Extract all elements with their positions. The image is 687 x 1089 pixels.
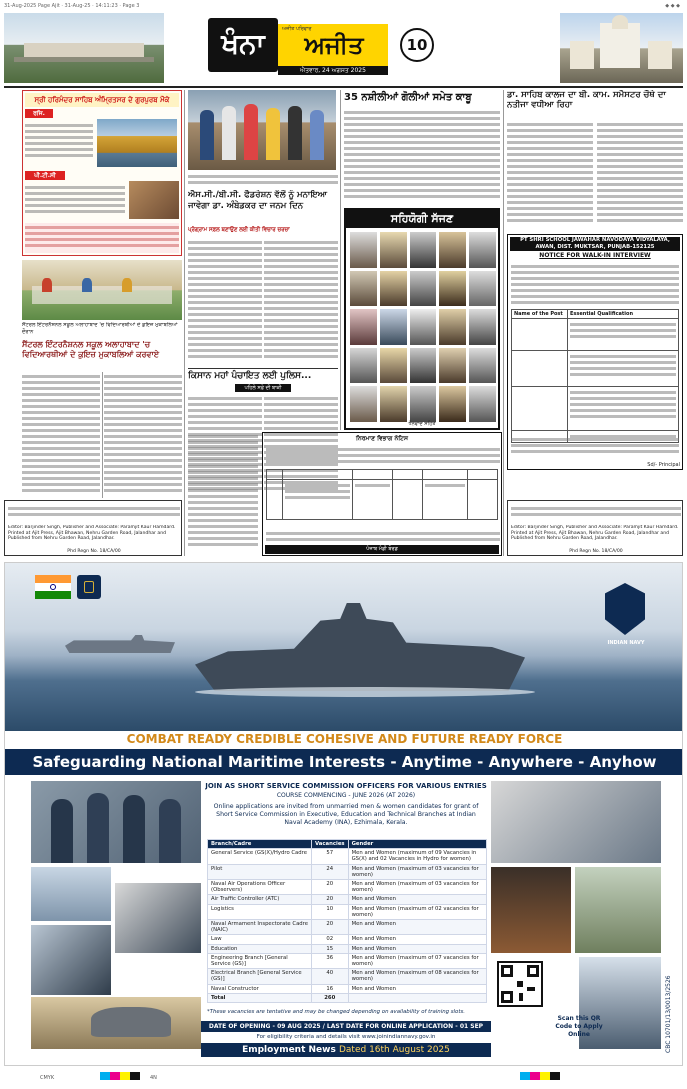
navy-headline: Safeguarding National Maritime Interests - Anytime - Anywhere - Anyhow [5,749,683,775]
join-title: JOIN AS SHORT SERVICE COMMISSION OFFICERS FOR VARIOUS ENTRIES [205,782,487,790]
school-quiz-photo [22,260,182,320]
table-row: Naval Air Operations Officer (Observers) 20 Men and Women (maximum of 03 vacancies for women) [208,880,487,895]
vacancy-table [207,839,487,1003]
table-row: Air Traffic Controller (ATC) 20 Men and Women [208,895,487,904]
maintenance-photo [491,781,661,863]
college-headline: ਡਾ. ਸਾਹਿਬ ਕਾਲਜ ਦਾ ਬੀ. ਕਾਮ. ਸਮੈਸਟਰ ਚੌਥੇ ਦਾ ਨਤੀਜਾ ਵਧੀਆ ਰਿਹਾ [507,90,666,110]
table-row: Education 15 Men and Women [208,944,487,953]
vacancy-header-vacancies: Vacancies [312,840,349,849]
sc-bc-subhead: ਪ੍ਰੋਗ੍ਰਾਮ ਸਫ਼ਲ ਬਣਾਉਣ ਲਈ ਕੀਤੀ ਵਿਚਾਰ ਚਰਚਾ [188,227,290,233]
table-row-total: Total 260 [208,993,487,1002]
imprint-left-text: Editor: Barjinder Singh, Publisher and Associate: Paramjit Kaur Hamdard. Printed at Ajit Press, Ajit Bhawan, Nehru Garden Road, Jalandhar and Published from Nehru Garden Road, Jalandhar. [8,525,176,542]
gurpurab-ad [22,90,182,256]
print-marks: ◆ ◆ ◆ [665,3,680,9]
tender-footer: ਪੰਜਾਬ ਮੰਡੀ ਬੋਰਡ [265,545,499,554]
print-slug: 31-Aug-2025 Page Ajit · 31-Aug-25 · 14:11:23 · Page 3 [4,3,140,9]
tender-notice [262,432,502,556]
gurpurab-ad-header: ਸ੍ਰੀ ਹਰਿਮੰਦਰ ਸਾਹਿਬ ਅੰਮ੍ਰਿਤਸਰ ਦੇ ਗੁਰਪੁਰਬ ਮੌਕੇ [25,93,179,107]
employment-news-bar [201,1043,491,1057]
officers-group-photo [31,781,201,863]
imprint-left [4,500,182,556]
application-dates: DATE OF OPENING - 09 AUG 2025 / LAST DATE FOR ONLINE APPLICATION - 01 SEP [201,1021,491,1032]
imprint-right-reg: Phd Regn No. 18/CA/00 [569,549,623,554]
india-flag-icon [35,575,71,599]
navy-hero-image [5,563,683,731]
color-registration-bar [100,1072,140,1080]
jnv-head-elig: Essential Qualification [568,310,679,319]
vacancy-footnote: *These vacancies are tentative and may be changed depending on availability of training slots. [207,1009,465,1015]
employment-news-label: Employment News [242,1045,336,1055]
table-row: Naval Armament Inspectorate Cadre (NAIC) 20 Men and Women [208,920,487,935]
pilot-photo [31,867,111,921]
ajit-parivar-tag: ਅਜੀਤ ਪਰਿਵਾਰ [282,26,312,32]
sahyogi-panel [344,208,500,430]
qr-code-icon [497,961,543,1007]
employment-news-date: Dated 16th August 2025 [338,1045,450,1055]
school-quiz-headline: ਸੈਂਟਰਲ ਇੰਟਰਨੈਸ਼ਨਲ ਸਕੂਲ ਅਲਾਹਾਬਾਦ 'ਚ ਵਿਦਿਆਰਥੀਆਂ ਦੇ ਕੁਇਜ਼ ਮੁਕਾਬਲਿਆਂ ਕਰਵਾਏ [22,340,160,359]
table-row: Naval Constructor 16 Men and Women [208,984,487,993]
qr-caption: Scan this QR Code to Apply Online [555,1015,603,1038]
imprint-left-reg: Phd Regn No. 18/CA/00 [67,549,121,554]
golden-temple-photo [97,119,177,167]
color-registration-bar-right [520,1072,560,1080]
sahyogi-footer: ਧੰਨਵਾਦ ਸਹਿਤ [408,421,436,427]
indian-navy-ad [4,562,683,1066]
warship-icon [195,603,525,691]
course-commencing: COURSE COMMENCING - JUNE 2026 (AT 2026) [276,792,416,799]
side-code: CBC 10701/13/0013/2526 [665,975,672,1053]
sahyogi-title: ਸਹਿਯੋਗੀ ਸੱਜਣ [346,210,498,228]
vacancy-header-gender: Gender [348,840,486,849]
cmyk-mark: CMYK [40,1075,55,1081]
navy-ensign-icon [77,575,101,599]
table-row: Electrical Branch [General Service (GS)] 40 Men and Women (maximum of 08 vacancies for women) [208,969,487,984]
sc-bc-federation-photo [188,90,336,170]
ad-badge-rji: ਰਜਿ. [25,109,53,118]
jnv-subtitle: NOTICE FOR WALK-IN INTERVIEW [539,252,651,259]
table-row: Logistics 10 Men and Women (maximum of 02 vacancies for women) [208,904,487,919]
eligibility-link[interactable]: For eligibility criteria and details visit www.joinindiannavy.gov.in [256,1034,436,1040]
marine-commando-photo [575,867,661,953]
school-quiz-caption: ਸੈਂਟਰਲ ਇੰਟਰਨੈਸ਼ਨਲ ਸਕੂਲ ਅਲਾਹਾਬਾਦ 'ਚ ਵਿਦਿਆਰਥੀਆਂ ਦੇ ਕੁਇਜ਼ ਮੁਕਾਬਲਿਆਂ ਦੌਰਾਨ [22,322,178,335]
masthead-rule [4,86,683,88]
sahyogi-portraits [350,232,496,422]
horse-rider-photo [491,867,571,953]
jnv-notice [507,234,683,470]
jnv-table [511,309,679,443]
masthead-logo [170,16,490,76]
logo-khanna: ਖੰਨਾ [221,27,265,60]
kisan-headline: ਕਿਸਾਨ ਮਹਾਂ ਪੰਚਾਇਤ ਲਈ ਪੁਲਿਸ... [188,368,338,382]
table-row: Engineering Branch [General Service (GS)] 36 Men and Women (maximum of 07 vacancies for women) [208,953,487,968]
plate-mark: 4N [150,1075,157,1081]
sc-bc-headline: ਐਸ.ਸੀ./ਬੀ.ਸੀ. ਫੈਡਰੇਸ਼ਨ ਵੱਲੋਂ ਨੂੰ ਮਨਾਇਆ ਜਾਵੇਗਾ ਡਾ. ਅੰਬੇਡਕਰ ਦਾ ਜਨਮ ਦਿਨ [188,190,327,211]
jnv-sign: Sd/- Principal [647,462,680,468]
tender-table [266,469,498,520]
table-row: General Service (GS(X)/Hydro Cadre 57 Men and Women (maximum of 09 Vacancies in GS(X) and 02 Vacancies in Hydro for women) [208,849,487,864]
helicopter-crew-photo [31,997,201,1049]
technician-photo [31,925,111,995]
tablets-headline: 35 ਨਸ਼ੀਲੀਆਂ ਗੋਲੀਆਂ ਸਮੇਤ ਕਾਬੂ [344,92,472,103]
ad-badge-ptc: ਪੀ.ਟੀ.ਸੀ [25,171,65,180]
masthead-date: ਐਤਵਾਰ, 24 ਅਗਸਤ 2025 [278,66,388,75]
engineer-photo [115,883,201,953]
carrier-ship-icon [65,635,175,653]
table-row: Pilot 24 Men and Women (maximum of 03 vacancies for women) [208,864,487,879]
imprint-right [507,500,683,556]
masthead-photo-left [4,13,164,83]
page-number: 10 [406,36,428,54]
logo-ajit: ਅਜੀਤ [304,31,364,59]
ad-portrait-photo [129,181,179,219]
navy-intro: Online applications are invited from unmarried men & women candidates for grant of Short Service Commission in Executive, Education and Technical Branches at Indian Naval Academy (INA), Ezhimala, Kerala. [213,803,479,826]
navy-tagline: COMBAT READY CREDIBLE COHESIVE AND FUTURE READY FORCE [5,731,683,747]
continued-tag: ਪਹਿਲੇ ਸਫ਼ੇ ਦੀ ਬਾਕੀ [235,384,291,392]
jnv-title: PT SHRI SCHOOL JAWAHAR NAVODAYA VIDYALAYA, AWAN, DIST. MUKTSAR, PUNJAB-152125 [510,237,680,251]
masthead-photo-right [560,13,683,83]
imprint-right-text: Editor: Barjinder Singh, Publisher and Associate: Paramjit Kaur Hamdard. Printed at Ajit Press, Ajit Bhawan, Nehru Garden Road, Jalandhar and Published from Nehru Garden Road, Jalandhar. [511,525,679,542]
indian-navy-label: INDIAN NAVY [607,640,645,646]
vacancy-header-branch: Branch/Cadre [208,840,312,849]
table-row: Law 02 Men and Women [208,935,487,944]
jnv-head-post: Name of the Post [512,310,568,319]
tender-heading: ਨਿਰਮਾਣ ਵਿਭਾਗ ਨੋਟਿਸ [356,435,408,442]
